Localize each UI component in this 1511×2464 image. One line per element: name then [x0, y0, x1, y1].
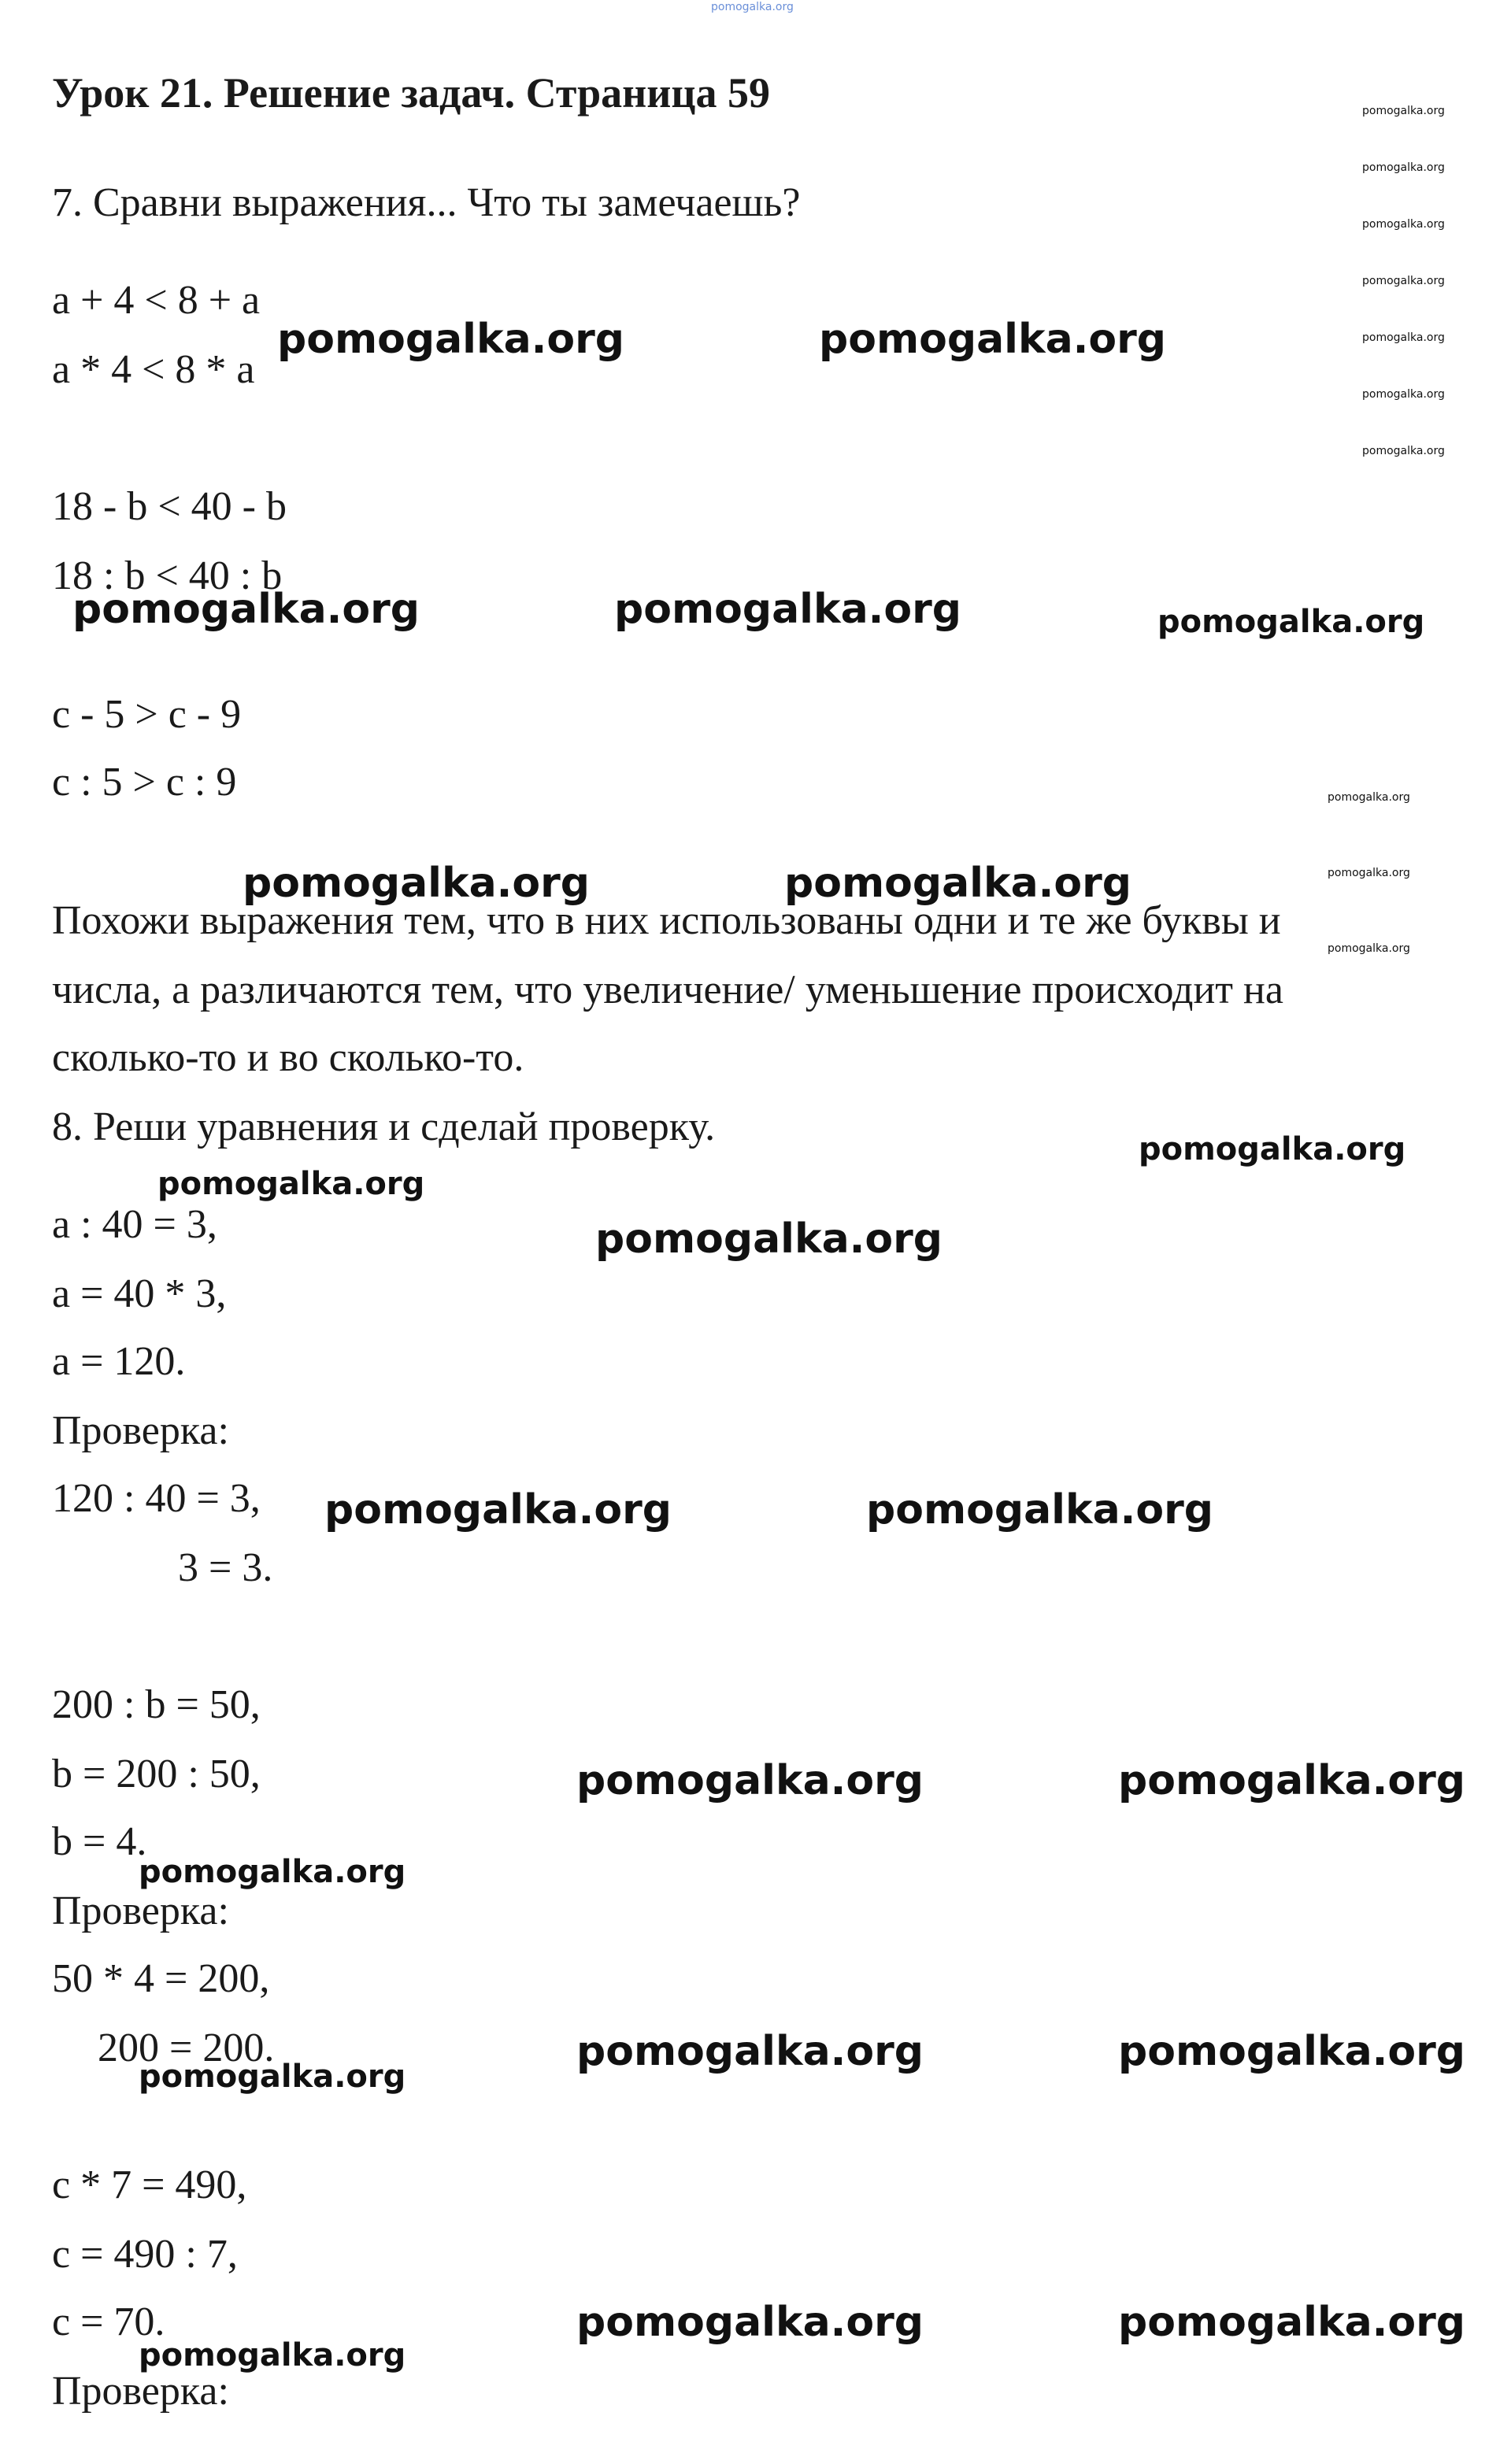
task8-heading: 8. Реши уравнения и сделай проверку. — [52, 1104, 716, 1149]
answer-line: числа, а различаются тем, что увеличение/ уменьшение происходит на — [52, 967, 1283, 1012]
equation-line: 3 = 3. — [178, 1545, 273, 1590]
watermark: pomogalka.org — [595, 1215, 943, 1263]
watermark: pomogalka.org — [1118, 1757, 1466, 1804]
task7-heading: 7. Сравни выражения... Что ты замечаешь? — [52, 180, 801, 225]
watermark: pomogalka.org — [614, 586, 962, 633]
equation-line: a : 40 = 3, — [52, 1202, 217, 1247]
watermark: pomogalka.org — [784, 860, 1132, 907]
expr-line: c - 5 > c - 9 — [52, 692, 242, 737]
watermark: pomogalka.org — [866, 1486, 1214, 1534]
watermark: pomogalka.org — [576, 1757, 924, 1804]
equation-line: a = 40 * 3, — [52, 1271, 227, 1316]
equation-line: b = 200 : 50, — [52, 1752, 261, 1796]
watermark: pomogalka.org — [72, 586, 420, 633]
check-label: Проверка: — [52, 2369, 229, 2414]
watermark: pomogalka.org — [819, 316, 1167, 363]
answer-line: сколько-то и во сколько-то. — [52, 1035, 524, 1080]
equation-line: 50 * 4 = 200, — [52, 1956, 270, 2001]
expr-line: a + 4 < 8 + a — [52, 278, 261, 323]
watermark: pomogalka.org — [1139, 1131, 1406, 1167]
expr-line: 18 - b < 40 - b — [52, 484, 287, 529]
watermark: pomogalka.org — [1362, 105, 1445, 117]
watermark: pomogalka.org — [139, 1854, 406, 1890]
equation-line: a = 120. — [52, 1339, 186, 1384]
watermark: pomogalka.org — [576, 2299, 924, 2346]
watermark: pomogalka.org — [1157, 604, 1425, 640]
watermark: pomogalka.org — [139, 2059, 406, 2095]
watermark: pomogalka.org — [277, 316, 625, 363]
equation-line: c = 490 : 7, — [52, 2232, 238, 2277]
page-title: Урок 21. Решение задач. Страница 59 — [52, 69, 770, 117]
check-label: Проверка: — [52, 1889, 229, 1933]
watermark: pomogalka.org — [1328, 791, 1410, 804]
watermark: pomogalka.org — [1362, 388, 1445, 401]
watermark: pomogalka.org — [1118, 2299, 1466, 2346]
expr-line: a * 4 < 8 * a — [52, 347, 255, 392]
equation-line: b = 4. — [52, 1819, 147, 1864]
top-watermark: pomogalka.org — [711, 1, 794, 13]
watermark: pomogalka.org — [157, 1166, 425, 1202]
watermark: pomogalka.org — [1118, 2028, 1466, 2075]
answer-line: Похожи выражения тем, что в них использованы одни и те же буквы и — [52, 898, 1281, 943]
watermark: pomogalka.org — [1362, 445, 1445, 457]
watermark: pomogalka.org — [1362, 275, 1445, 287]
equation-line: c * 7 = 490, — [52, 2162, 247, 2207]
expr-line: 18 : b < 40 : b — [52, 553, 283, 598]
watermark: pomogalka.org — [139, 2337, 406, 2373]
watermark: pomogalka.org — [1328, 867, 1410, 879]
watermark: pomogalka.org — [1328, 942, 1410, 955]
equation-line: 200 : b = 50, — [52, 1682, 261, 1727]
watermark: pomogalka.org — [1362, 161, 1445, 174]
watermark: pomogalka.org — [576, 2028, 924, 2075]
watermark: pomogalka.org — [324, 1486, 672, 1534]
watermark: pomogalka.org — [243, 860, 591, 907]
equation-line: c = 70. — [52, 2299, 165, 2344]
equation-line: 200 = 200. — [98, 2026, 275, 2070]
watermark: pomogalka.org — [1362, 331, 1445, 344]
expr-line: c : 5 > c : 9 — [52, 760, 237, 805]
watermark: pomogalka.org — [1362, 218, 1445, 231]
equation-line: 120 : 40 = 3, — [52, 1476, 261, 1521]
check-label: Проверка: — [52, 1408, 229, 1453]
